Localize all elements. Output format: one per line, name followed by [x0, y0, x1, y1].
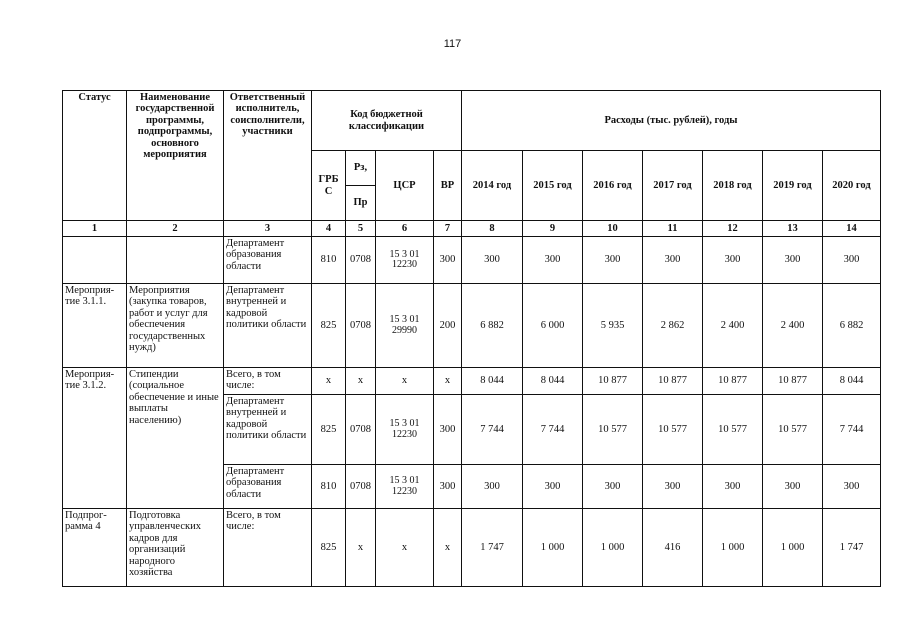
value-cell: 10 877 — [703, 368, 763, 395]
header-rz: Рз, — [346, 151, 375, 186]
column-number: 7 — [434, 221, 462, 237]
table-row — [63, 509, 881, 587]
value-cell: 2 400 — [763, 284, 823, 368]
header-expense-group: Расходы (тыс. рублей), годы — [462, 91, 881, 151]
value-cell: 8 044 — [523, 368, 583, 395]
csr-cell: х — [376, 509, 434, 587]
name-cell: Стипендии (социальное обеспечение и иные выплаты населению) — [127, 368, 224, 509]
grbs-cell: 825 — [312, 509, 346, 587]
budget-table — [62, 90, 881, 587]
value-cell: 300 — [823, 465, 881, 509]
value-cell: 6 882 — [823, 284, 881, 368]
header-csr: ЦСР — [376, 151, 434, 221]
value-cell: 300 — [643, 465, 703, 509]
header-year: 2020 год — [823, 151, 881, 221]
rzpr-cell: 0708 — [346, 284, 376, 368]
table-row — [63, 284, 881, 368]
header-code-group: Код бюджетной классификации — [312, 91, 462, 151]
value-cell: 10 577 — [763, 395, 823, 465]
value-cell: 1 000 — [703, 509, 763, 587]
executor-cell: Департамент образования области — [224, 465, 312, 509]
value-cell: 1 000 — [583, 509, 643, 587]
value-cell: 7 744 — [523, 395, 583, 465]
column-number: 5 — [346, 221, 376, 237]
grbs-cell: х — [312, 368, 346, 395]
value-cell: 300 — [643, 237, 703, 284]
value-cell: 1 747 — [823, 509, 881, 587]
header-pr: Пр — [353, 197, 368, 208]
vr-cell: х — [434, 509, 462, 587]
grbs-cell: 825 — [312, 395, 346, 465]
column-number: 8 — [462, 221, 523, 237]
value-cell: 10 577 — [583, 395, 643, 465]
column-number: 2 — [127, 221, 224, 237]
rzpr-cell: 0708 — [346, 237, 376, 284]
name-cell — [127, 237, 224, 284]
value-cell: 1 000 — [763, 509, 823, 587]
value-cell: 10 577 — [643, 395, 703, 465]
header-year: 2014 год — [462, 151, 523, 221]
value-cell: 6 000 — [523, 284, 583, 368]
header-grbs: ГРБ С — [312, 151, 346, 221]
column-number: 13 — [763, 221, 823, 237]
column-number: 10 — [583, 221, 643, 237]
executor-cell: Департамент внутренней и кадровой политики области — [224, 284, 312, 368]
value-cell: 300 — [462, 237, 523, 284]
column-number: 14 — [823, 221, 881, 237]
header-status: Статус — [63, 91, 127, 221]
value-cell: 300 — [523, 237, 583, 284]
vr-cell: 200 — [434, 284, 462, 368]
value-cell: 10 877 — [643, 368, 703, 395]
value-cell: 300 — [462, 465, 523, 509]
grbs-cell: 810 — [312, 237, 346, 284]
value-cell: 300 — [763, 465, 823, 509]
value-cell: 300 — [763, 237, 823, 284]
value-cell: 300 — [703, 465, 763, 509]
value-cell: 6 882 — [462, 284, 523, 368]
value-cell: 2 400 — [703, 284, 763, 368]
csr-cell: 15 3 01 12230 — [376, 237, 434, 284]
table-row — [63, 368, 881, 395]
grbs-cell: 825 — [312, 284, 346, 368]
executor-cell: Департамент внутренней и кадровой политики области — [224, 395, 312, 465]
rzpr-cell: 0708 — [346, 395, 376, 465]
value-cell: 8 044 — [823, 368, 881, 395]
value-cell: 300 — [583, 465, 643, 509]
rzpr-cell: 0708 — [346, 465, 376, 509]
page-number: 117 — [443, 38, 462, 50]
value-cell: 300 — [823, 237, 881, 284]
value-cell: 10 577 — [703, 395, 763, 465]
csr-cell: х — [376, 368, 434, 395]
csr-cell: 15 3 01 12230 — [376, 395, 434, 465]
column-number: 11 — [643, 221, 703, 237]
value-cell: 8 044 — [462, 368, 523, 395]
value-cell: 10 877 — [583, 368, 643, 395]
executor-cell: Всего, в том числе: — [224, 368, 312, 395]
value-cell: 2 862 — [643, 284, 703, 368]
csr-cell: 15 3 01 12230 — [376, 465, 434, 509]
status-cell: Подпрог-рамма 4 — [63, 509, 127, 587]
header-vr: ВР — [434, 151, 462, 221]
vr-cell: х — [434, 368, 462, 395]
executor-cell: Всего, в том числе: — [224, 509, 312, 587]
column-number: 6 — [376, 221, 434, 237]
grbs-cell: 810 — [312, 465, 346, 509]
value-cell: 300 — [583, 237, 643, 284]
status-cell: Мероприя-тие 3.1.2. — [63, 368, 127, 509]
rzpr-cell: х — [346, 509, 376, 587]
column-number: 9 — [523, 221, 583, 237]
header-year: 2017 год — [643, 151, 703, 221]
header-name: Наименование государственной программы, подпрограммы, основного мероприятия — [127, 91, 224, 221]
header-year: 2019 год — [763, 151, 823, 221]
rzpr-cell: х — [346, 368, 376, 395]
value-cell: 1 747 — [462, 509, 523, 587]
column-number: 4 — [312, 221, 346, 237]
value-cell: 5 935 — [583, 284, 643, 368]
value-cell: 300 — [703, 237, 763, 284]
header-year: 2018 год — [703, 151, 763, 221]
value-cell: 1 000 — [523, 509, 583, 587]
value-cell: 7 744 — [462, 395, 523, 465]
csr-cell: 15 3 01 29990 — [376, 284, 434, 368]
value-cell: 416 — [643, 509, 703, 587]
value-cell: 10 877 — [763, 368, 823, 395]
vr-cell: 300 — [434, 237, 462, 284]
column-number: 3 — [224, 221, 312, 237]
header-year: 2016 год — [583, 151, 643, 221]
vr-cell: 300 — [434, 465, 462, 509]
vr-cell: 300 — [434, 395, 462, 465]
table-row — [63, 237, 881, 284]
column-number: 12 — [703, 221, 763, 237]
status-cell — [63, 237, 127, 284]
header-year: 2015 год — [523, 151, 583, 221]
value-cell: 7 744 — [823, 395, 881, 465]
column-number: 1 — [63, 221, 127, 237]
executor-cell: Департамент образования области — [224, 237, 312, 284]
name-cell: Подготовка управленческих кадров для организаций народного хозяйства — [127, 509, 224, 587]
value-cell: 300 — [523, 465, 583, 509]
status-cell: Мероприя-тие 3.1.1. — [63, 284, 127, 368]
header-executor: Ответственный исполнитель, соисполнители, участники — [224, 91, 312, 221]
name-cell: Мероприятия (закупка товаров, работ и услуг для обеспечения государственных нужд) — [127, 284, 224, 368]
